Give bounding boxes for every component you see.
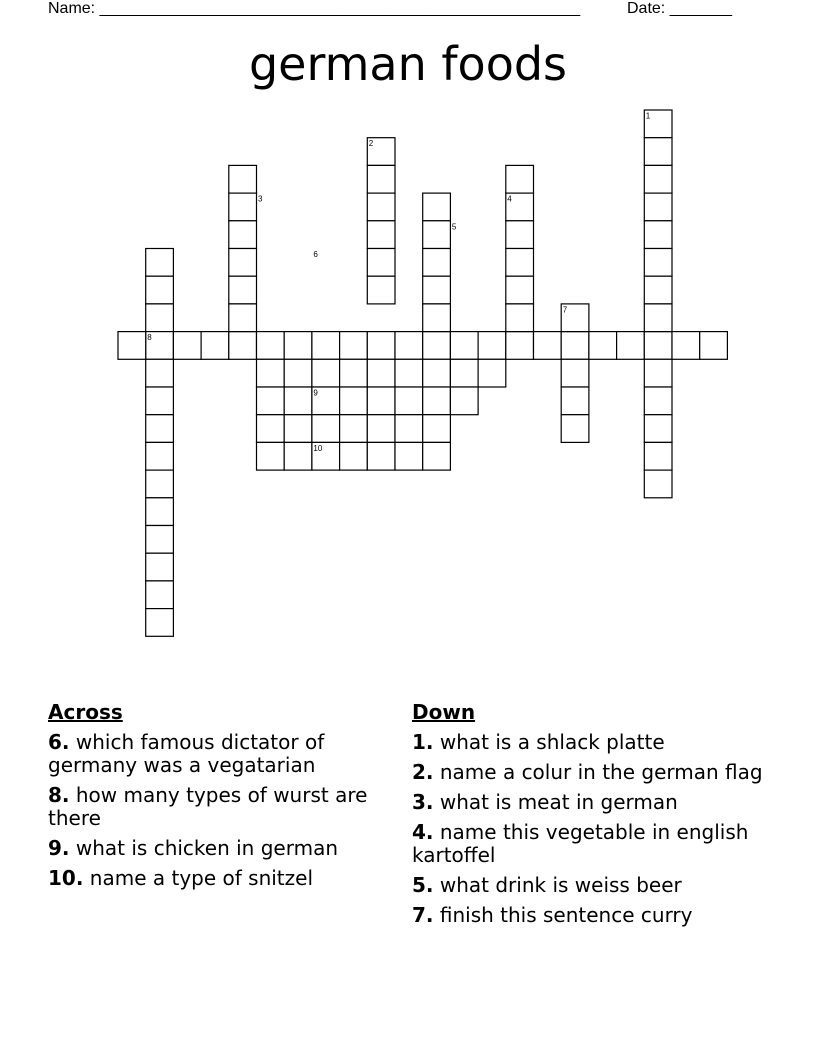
grid-cell[interactable]	[644, 193, 672, 221]
grid-cell[interactable]	[146, 387, 174, 415]
grid-cell[interactable]	[173, 332, 201, 360]
grid-cell[interactable]	[340, 387, 368, 415]
grid-cell[interactable]	[423, 276, 451, 304]
grid-cell[interactable]	[229, 304, 257, 332]
grid-cell[interactable]	[644, 359, 672, 387]
grid-cell[interactable]	[146, 359, 174, 387]
grid-cell[interactable]	[367, 332, 395, 360]
grid-cell[interactable]	[229, 193, 257, 221]
grid-cell[interactable]	[201, 332, 229, 360]
grid-cell[interactable]	[146, 470, 174, 498]
clue-across-8	[48, 784, 388, 830]
clue-number-label: 9	[313, 388, 318, 398]
clue-number: 10.	[48, 866, 84, 890]
grid-cell[interactable]	[644, 276, 672, 304]
clue-down-2	[412, 761, 772, 784]
grid-cell[interactable]	[395, 332, 423, 360]
grid-cell[interactable]	[617, 332, 645, 360]
grid-cell[interactable]	[589, 332, 617, 360]
grid-cell[interactable]	[367, 193, 395, 221]
grid-cell[interactable]	[367, 165, 395, 193]
clue-number-label: 3	[258, 194, 263, 204]
grid-cell[interactable]	[146, 276, 174, 304]
grid-cell[interactable]	[257, 442, 285, 470]
clue-down-4	[412, 821, 772, 867]
grid-cell[interactable]	[257, 332, 285, 360]
grid-cell[interactable]	[284, 387, 312, 415]
clue-number: 8.	[48, 783, 70, 807]
grid-cell[interactable]	[644, 387, 672, 415]
grid-cell[interactable]	[146, 304, 174, 332]
grid-cell[interactable]	[534, 332, 562, 360]
grid-cell[interactable]	[644, 442, 672, 470]
grid-cell[interactable]	[644, 221, 672, 249]
grid-cell[interactable]	[146, 249, 174, 277]
grid-cell[interactable]	[506, 165, 534, 193]
grid-cell[interactable]	[506, 249, 534, 277]
grid-cell[interactable]	[644, 138, 672, 166]
grid-cell[interactable]	[644, 470, 672, 498]
grid-cell[interactable]	[700, 332, 728, 360]
clue-text: which famous dictator of germany was a vegatarian	[48, 730, 325, 777]
clue-across-10	[48, 867, 388, 890]
grid-cell[interactable]	[229, 276, 257, 304]
across-heading: Across	[48, 700, 123, 724]
grid-cell[interactable]	[644, 165, 672, 193]
grid-cell[interactable]	[284, 442, 312, 470]
grid-cell[interactable]	[423, 193, 451, 221]
clue-text: what is chicken in german	[75, 836, 339, 860]
clue-number: 7.	[412, 903, 434, 927]
grid-cell[interactable]	[423, 249, 451, 277]
clue-text: finish this sentence curry	[439, 903, 693, 927]
grid-cell[interactable]	[257, 359, 285, 387]
grid-cell[interactable]	[146, 498, 174, 526]
grid-cell[interactable]	[340, 442, 368, 470]
grid-cell[interactable]	[367, 221, 395, 249]
clue-text: name this vegetable in english kartoffel	[412, 820, 749, 867]
grid-cell[interactable]	[284, 415, 312, 443]
grid-cell[interactable]	[644, 332, 672, 360]
clue-down-3	[412, 791, 772, 814]
grid-cell[interactable]	[118, 332, 146, 360]
grid-cell[interactable]	[312, 359, 340, 387]
grid-cell[interactable]	[506, 221, 534, 249]
grid-cell[interactable]	[146, 415, 174, 443]
clue-number: 2.	[412, 760, 434, 784]
grid-cell[interactable]	[450, 387, 478, 415]
clue-number-label: 6	[313, 250, 318, 259]
grid-cell[interactable]	[284, 332, 312, 360]
grid-cell[interactable]	[561, 332, 589, 360]
grid-cell[interactable]	[478, 332, 506, 360]
clue-text: what drink is weiss beer	[439, 873, 682, 897]
grid-cell[interactable]	[561, 415, 589, 443]
grid-cell[interactable]	[672, 332, 700, 360]
grid-cell[interactable]	[340, 332, 368, 360]
grid-cell[interactable]	[561, 387, 589, 415]
grid-cell[interactable]	[423, 359, 451, 387]
clue-number: 5.	[412, 873, 434, 897]
grid-cell[interactable]	[284, 359, 312, 387]
clue-text: what is meat in german	[439, 790, 678, 814]
grid-cell[interactable]	[229, 165, 257, 193]
grid-cell[interactable]	[146, 526, 174, 554]
clue-number-label: 1	[645, 111, 651, 121]
clue-down-7	[412, 904, 772, 927]
grid-cell[interactable]	[367, 415, 395, 443]
grid-cell[interactable]	[367, 359, 395, 387]
grid-cell[interactable]	[312, 332, 340, 360]
name-field-line: Name: ______________________________________________________	[48, 0, 581, 17]
grid-cell[interactable]	[644, 415, 672, 443]
clue-text: name a colur in the german flag	[439, 760, 763, 784]
clue-number: 3.	[412, 790, 434, 814]
clue-number: 1.	[412, 730, 434, 754]
grid-cell[interactable]	[312, 415, 340, 443]
clue-number: 4.	[412, 820, 434, 844]
clue-number-label: 7	[562, 305, 568, 315]
grid-cell[interactable]	[395, 387, 423, 415]
grid-cell[interactable]	[506, 332, 534, 360]
clue-down-5	[412, 874, 772, 897]
clue-across-9	[48, 837, 388, 860]
date-field-line: Date: _______	[627, 0, 732, 17]
grid-cell[interactable]	[423, 442, 451, 470]
grid-cell[interactable]	[367, 387, 395, 415]
across-clues	[48, 701, 388, 897]
clue-text: name a type of snitzel	[89, 866, 314, 890]
grid-cell[interactable]	[644, 304, 672, 332]
clue-text: what is a shlack platte	[439, 730, 665, 754]
grid-cell[interactable]	[423, 415, 451, 443]
puzzle-title: german foods	[248, 37, 568, 91]
clue-number: 6.	[48, 730, 70, 754]
grid-cell[interactable]	[146, 553, 174, 581]
grid-cell[interactable]	[395, 415, 423, 443]
grid-cell[interactable]	[257, 387, 285, 415]
clue-number-label: 2	[368, 139, 374, 149]
grid-cell[interactable]	[423, 221, 451, 249]
grid-cell[interactable]	[423, 332, 451, 360]
grid-cell[interactable]	[506, 276, 534, 304]
grid-cell[interactable]	[395, 442, 423, 470]
grid-cell[interactable]	[340, 359, 368, 387]
clue-number-label: 4	[507, 194, 512, 204]
clue-down-1	[412, 731, 772, 754]
clue-number-label: 8	[147, 333, 152, 343]
grid-cell[interactable]	[229, 249, 257, 277]
grid-cell[interactable]	[395, 359, 423, 387]
clue-number-label: 10	[313, 443, 323, 453]
grid-cell[interactable]	[450, 332, 478, 360]
grid-cell[interactable]	[340, 415, 368, 443]
grid-cell[interactable]	[257, 415, 285, 443]
grid-cell[interactable]	[423, 304, 451, 332]
grid-cell[interactable]	[506, 304, 534, 332]
grid-cell[interactable]	[367, 276, 395, 304]
grid-cell[interactable]	[561, 359, 589, 387]
grid-cell[interactable]	[367, 442, 395, 470]
grid-cell[interactable]	[450, 359, 478, 387]
grid-cell[interactable]	[146, 581, 174, 609]
clue-number: 9.	[48, 836, 70, 860]
grid-cell[interactable]	[146, 609, 174, 637]
down-clues	[412, 701, 772, 934]
grid-cell[interactable]	[423, 387, 451, 415]
clue-number-label: 5	[451, 222, 457, 232]
clue-across-6	[48, 731, 388, 777]
clue-text: how many types of wurst are there	[48, 783, 368, 830]
down-heading: Down	[412, 700, 476, 724]
grid-cell[interactable]	[367, 249, 395, 277]
grid-cell[interactable]	[644, 249, 672, 277]
grid-cell[interactable]	[478, 359, 506, 387]
grid-cell[interactable]	[229, 221, 257, 249]
grid-cell[interactable]	[229, 332, 257, 360]
grid-cell[interactable]	[146, 442, 174, 470]
